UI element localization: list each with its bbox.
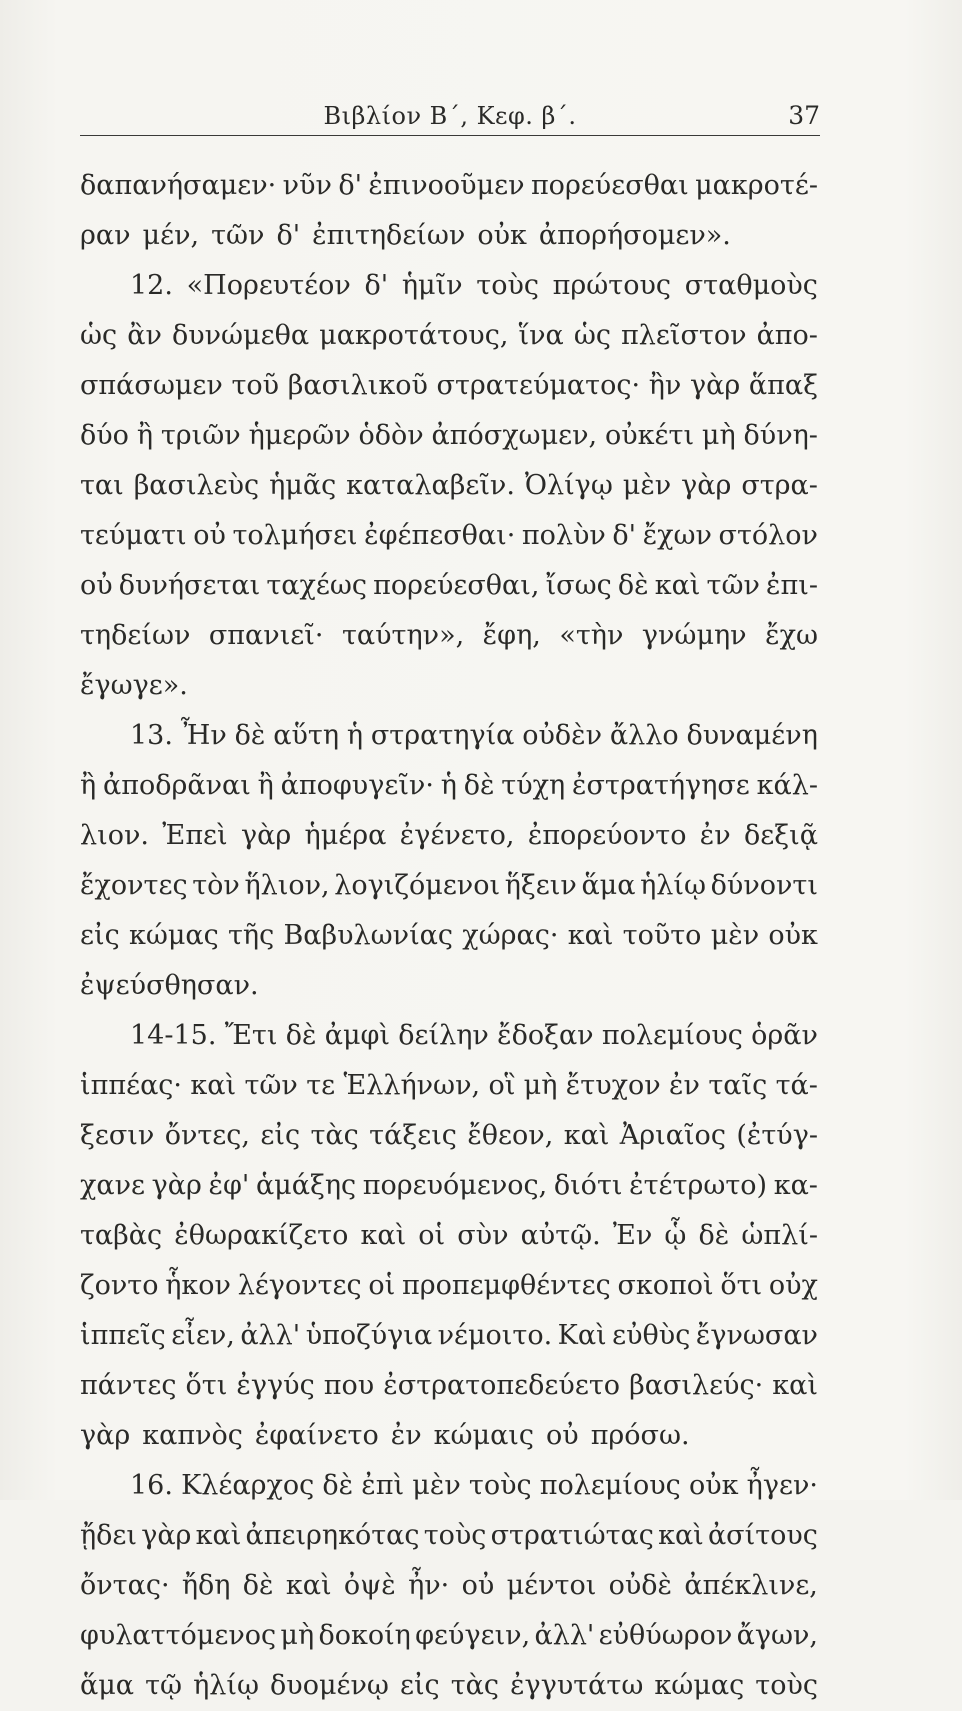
text-line: ξεσιν ὄντες, εἰς τὰς τάξεις ἔθεον, καὶ Ἀριαῖος (ἐτύγ- bbox=[80, 1120, 818, 1151]
text-line: ται βασιλεὺς ἡμᾶς καταλαβεῖν. Ὀλίγῳ μὲν γὰρ στρα- bbox=[80, 470, 818, 501]
text-line: οὐ δυνήσεται ταχέως πορεύεσθαι, ἴσως δὲ καὶ τῶν ἐπι- bbox=[80, 570, 818, 601]
text-line: ὄντας· ἤδη δὲ καὶ ὀψὲ ἦν· οὐ μέντοι οὐδὲ ἀπέκλινε, bbox=[80, 1570, 818, 1601]
text-line: τεύματι οὐ τολμήσει ἐφέπεσθαι· πολὺν δ' ἔχων στόλον bbox=[80, 520, 818, 551]
text-line: ἱππεῖς εἶεν, ἀλλ' ὑποζύγια νέμοιτο. Καὶ εὐθὺς ἔγνωσαν bbox=[80, 1320, 818, 1351]
text-line: ζοντο ἧκον λέγοντες οἱ προπεμφθέντες σκοποὶ ὅτι οὐχ bbox=[80, 1270, 818, 1301]
text-line: 12. «Πορευτέον δ' ἡμῖν τοὺς πρώτους σταθμοὺς bbox=[130, 270, 818, 301]
text-line: χανε γὰρ ἐφ' ἁμάξης πορευόμενος, διότι ἐτέτρωτο) κα- bbox=[80, 1170, 818, 1201]
page-header bbox=[80, 98, 820, 134]
text-line: τηδείων σπανιεῖ· ταύτην», ἔφη, «τὴν γνώμην ἔχω bbox=[80, 620, 818, 651]
text-line: ἢ ἀποδρᾶναι ἢ ἀποφυγεῖν· ἡ δὲ τύχη ἐστρατήγησε κάλ- bbox=[80, 770, 818, 801]
text-line: γὰρ καπνὸς ἐφαίνετο ἐν κώμαις οὐ πρόσω. bbox=[80, 1420, 690, 1451]
text-line: πάντες ὅτι ἐγγύς που ἐστρατοπεδεύετο βασιλεύς· καὶ bbox=[80, 1370, 818, 1401]
text-line: ἅμα τῷ ἡλίῳ δυομένῳ εἰς τὰς ἐγγυτάτω κώμας τοὺς bbox=[80, 1670, 818, 1701]
page-number: 37 bbox=[788, 101, 820, 130]
text-line: εἰς κώμας τῆς Βαβυλωνίας χώρας· καὶ τοῦτο μὲν οὐκ bbox=[80, 920, 818, 951]
text-line: δαπανήσαμεν· νῦν δ' ἐπινοοῦμεν πορεύεσθαι μακροτέ- bbox=[80, 170, 818, 201]
text-line: ἱππέας· καὶ τῶν τε Ἑλλήνων, οἳ μὴ ἔτυχον ἐν ταῖς τά- bbox=[80, 1070, 818, 1101]
text-line: ἔγωγε». bbox=[80, 670, 188, 701]
text-line: ἐψεύσθησαν. bbox=[80, 970, 259, 1001]
text-line: ταβὰς ἐθωρακίζετο καὶ οἱ σὺν αὐτῷ. Ἐν ᾧ δὲ ὡπλί- bbox=[80, 1220, 818, 1251]
text-line: φυλαττόμενος μὴ δοκοίη φεύγειν, ἀλλ' εὐθύωρον ἄγων, bbox=[80, 1620, 818, 1651]
text-line: ὡς ἂν δυνώμεθα μακροτάτους, ἵνα ὡς πλεῖστον ἀπο- bbox=[80, 320, 818, 351]
text-line: ᾔδει γὰρ καὶ ἀπειρηκότας τοὺς στρατιώτας καὶ ἀσίτους bbox=[80, 1520, 818, 1551]
text-line: 16. Κλέαρχος δὲ ἐπὶ μὲν τοὺς πολεμίους οὐκ ἦγεν· bbox=[130, 1470, 818, 1501]
header-rule bbox=[80, 135, 820, 136]
running-head: Βιβλίον Β΄, Κεφ. β΄. bbox=[323, 102, 577, 130]
text-line: λιον. Ἐπεὶ γὰρ ἡμέρα ἐγένετο, ἐπορεύοντο ἐν δεξιᾷ bbox=[80, 820, 818, 851]
text-line: ραν μέν, τῶν δ' ἐπιτηδείων οὐκ ἀπορήσομεν». bbox=[80, 220, 731, 251]
text-line: 13. Ἦν δὲ αὕτη ἡ στρατηγία οὐδὲν ἄλλο δυναμένη bbox=[130, 720, 818, 751]
text-line: 14-15. Ἔτι δὲ ἀμφὶ δείλην ἔδοξαν πολεμίους ὁρᾶν bbox=[130, 1020, 818, 1051]
text-line: ἔχοντες τὸν ἥλιον, λογιζόμενοι ἥξειν ἅμα ἡλίῳ δύνοντι bbox=[80, 870, 818, 901]
body-text bbox=[80, 161, 818, 1711]
text-line: δύο ἢ τριῶν ἡμερῶν ὁδὸν ἀπόσχωμεν, οὐκέτι μὴ δύνη- bbox=[80, 420, 818, 451]
text-line: σπάσωμεν τοῦ βασιλικοῦ στρατεύματος· ἢν γὰρ ἅπαξ bbox=[80, 370, 818, 401]
